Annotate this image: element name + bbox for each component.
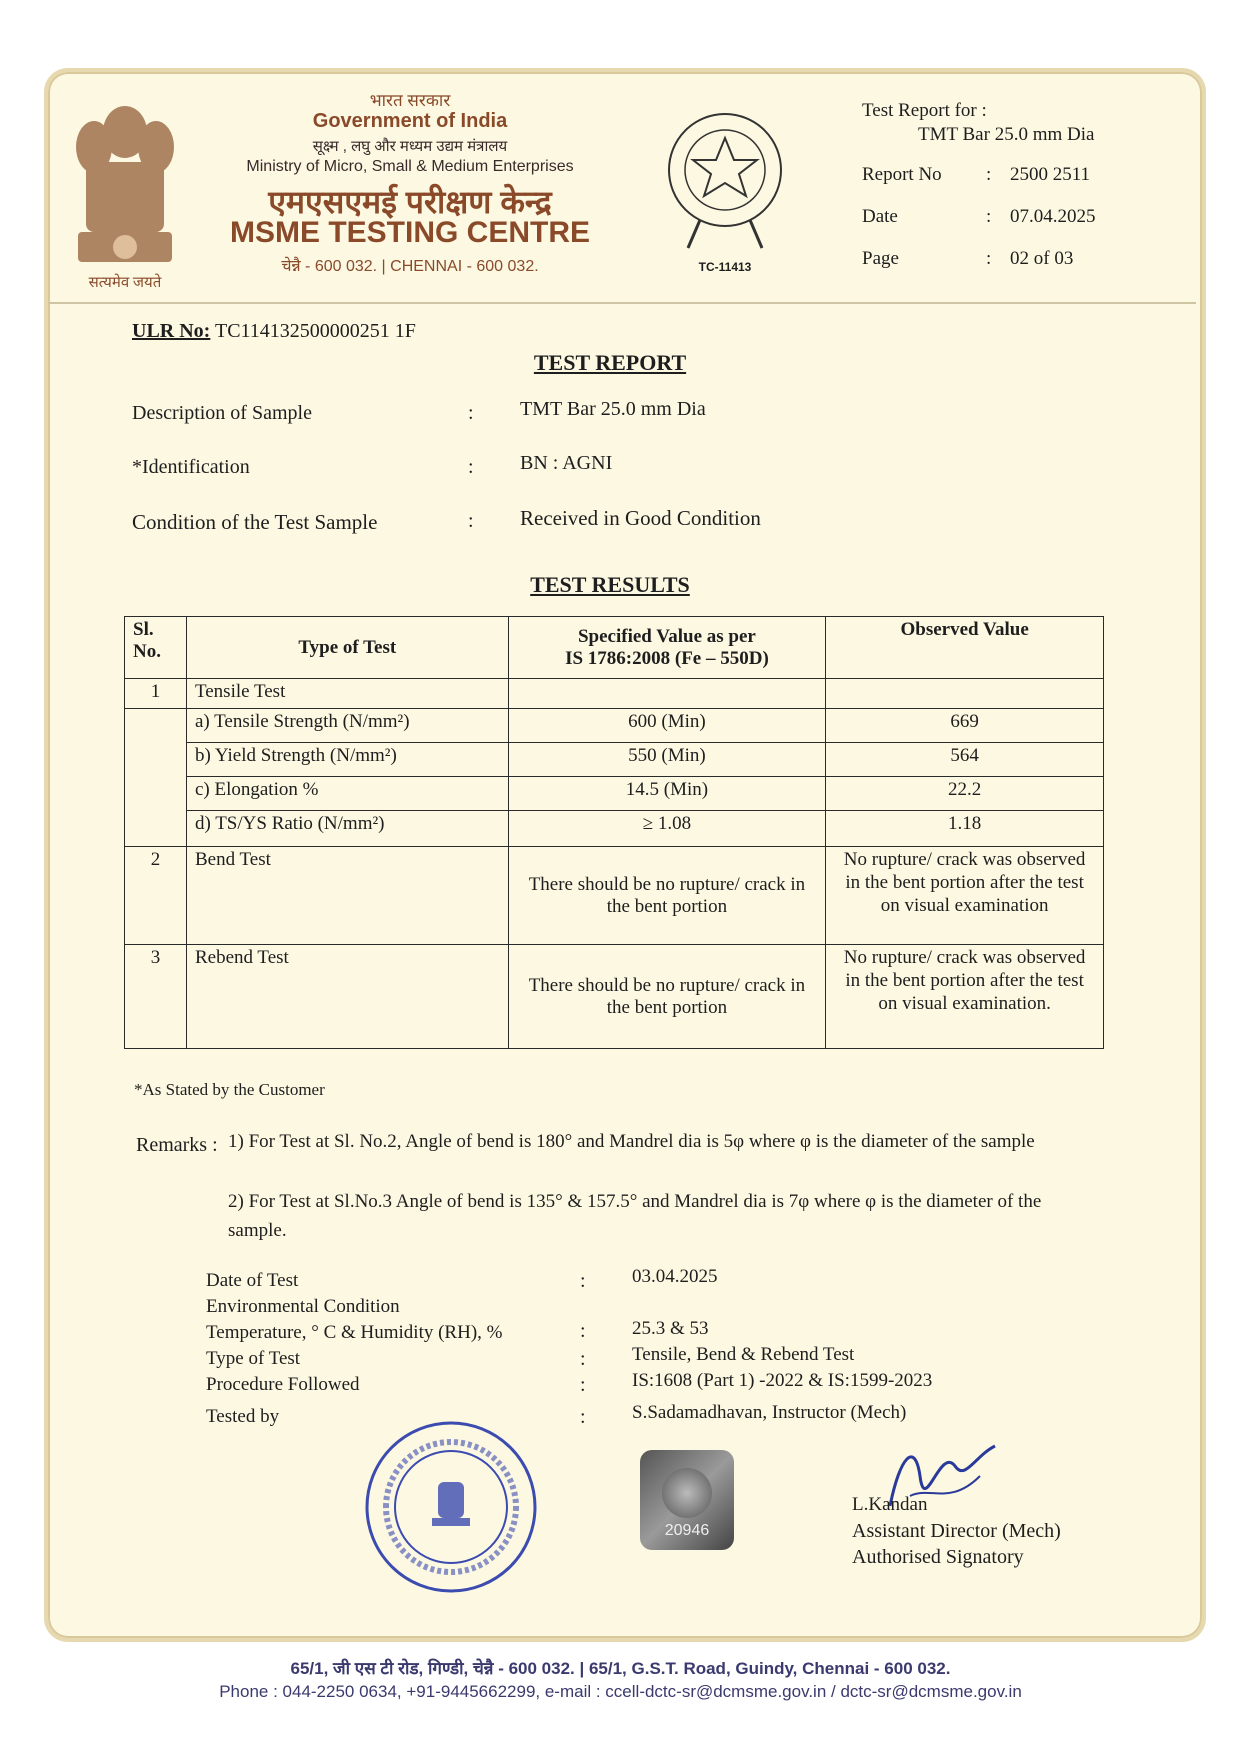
detail-date-value: 03.04.2025 xyxy=(632,1266,718,1287)
condition-label: Condition of the Test Sample xyxy=(132,510,378,534)
hologram-number: 20946 xyxy=(664,1522,710,1539)
remark-1: 1) For Test at Sl. No.2, Angle of bend is 180° and Mandrel dia is 5φ where φ is the diameter of the sample xyxy=(228,1131,1035,1152)
accreditation-logo-icon xyxy=(660,108,790,258)
detail-tested-by-value: S.Sadamadhavan, Instructor (Mech) xyxy=(632,1402,907,1423)
header-spec: Specified Value as per IS 1786:2008 (Fe – 550D) xyxy=(508,617,826,679)
table-row: 3 Rebend Test There should be no rupture/ crack in the bent portion No rupture/ crack was observed in the bent portion after the test on visual examination. xyxy=(125,945,1104,1049)
identification-value: BN : AGNI xyxy=(520,452,613,474)
remark-2: 2) For Test at Sl.No.3 Angle of bend is 135° & 157.5° and Mandrel dia is 7φ where φ is the diameter of the sample. xyxy=(228,1191,1042,1241)
hindi-ministry: सूक्ष्म , लघु और मध्यम उद्यम मंत्रालय xyxy=(312,138,508,155)
results-table xyxy=(124,616,1104,1049)
table-header-row xyxy=(125,617,1104,679)
header-sl: Sl. No. xyxy=(125,617,187,679)
detail-type-value: Tensile, Bend & Rebend Test xyxy=(632,1344,855,1365)
detail-procedure-value: IS:1608 (Part 1) -2022 & IS:1599-2023 xyxy=(632,1370,933,1391)
ulr-value: TC114132500000251 1F xyxy=(214,320,416,342)
centre-address: चेन्नै - 600 032. | CHENNAI - 600 032. xyxy=(281,258,539,275)
sample-desc-value: TMT Bar 25.0 mm Dia xyxy=(520,398,706,420)
table-row: 2 Bend Test There should be no rupture/ crack in the bent portion No rupture/ crack was observed in the bent portion after the test on visual examination xyxy=(125,847,1104,945)
detail-procedure-label: Procedure Followed xyxy=(206,1374,360,1395)
footer-address: 65/1, जी एस टी रोड, गिण्डी, चेन्नै - 600 032. | 65/1, G.S.T. Road, Guindy, Chennai - 600 032. xyxy=(290,1659,951,1678)
date-label: Date xyxy=(862,206,898,227)
page-value: 02 of 03 xyxy=(1010,248,1074,269)
test-results-title: TEST RESULTS xyxy=(530,572,690,597)
signatory-name: L.Kandan xyxy=(852,1494,928,1515)
detail-type-label: Type of Test xyxy=(206,1348,301,1369)
signatory-designation: Assistant Director (Mech) xyxy=(852,1520,1061,1542)
table-row: c) Elongation % 14.5 (Min) 22.2 xyxy=(125,777,1104,811)
table-row: b) Yield Strength (N/mm²) 550 (Min) 564 xyxy=(125,743,1104,777)
header-observed: Observed Value xyxy=(826,617,1104,679)
page-label: Page xyxy=(862,248,899,269)
remarks-label: Remarks : xyxy=(136,1134,218,1156)
date-value: 07.04.2025 xyxy=(1010,206,1096,227)
header-divider xyxy=(48,302,1196,304)
table-row: 1 Tensile Test xyxy=(125,679,1104,709)
footer-contact: Phone : 044-2250 0634, +91-9445662299, e-mail : ccell-dctc-sr@dcmsme.gov.in / dctc-sr@dcmsme.gov.in xyxy=(219,1682,1022,1701)
report-for-label: Test Report for : xyxy=(862,100,987,121)
report-for-value: TMT Bar 25.0 mm Dia xyxy=(918,124,1095,145)
condition-value: Received in Good Condition xyxy=(520,506,761,530)
govt-name: Government of India xyxy=(312,110,508,132)
report-no-label: Report No xyxy=(862,164,942,185)
hologram-sticker xyxy=(640,1450,734,1550)
table-row: a) Tensile Strength (N/mm²) 600 (Min) 669 xyxy=(125,709,1104,743)
centre-name: MSME TESTING CENTRE xyxy=(229,216,590,249)
accreditation-code: TC-11413 xyxy=(698,260,752,274)
report-no-value: 2500 2511 xyxy=(1010,164,1091,185)
identification-label: *Identification xyxy=(132,456,250,478)
hindi-centre: एमएसएमई परीक्षण केन्द्र xyxy=(268,184,552,220)
detail-date-label: Date of Test xyxy=(206,1270,299,1291)
hologram-emblem-icon xyxy=(662,1468,712,1518)
detail-temp-label: Temperature, ° C & Humidity (RH), % xyxy=(206,1322,503,1343)
customer-note: *As Stated by the Customer xyxy=(134,1080,325,1099)
detail-temp-value: 25.3 & 53 xyxy=(632,1318,709,1339)
emblem-motto: सत्यमेव जयते xyxy=(88,275,162,291)
official-seal-icon xyxy=(362,1418,540,1596)
hindi-govt: भारत सरकार xyxy=(369,91,451,110)
detail-tested-by-label: Tested by xyxy=(206,1406,280,1427)
national-emblem-icon xyxy=(66,92,184,292)
detail-env-label: Environmental Condition xyxy=(206,1296,400,1317)
sample-desc-label: Description of Sample xyxy=(132,402,312,424)
table-row: d) TS/YS Ratio (N/mm²) ≥ 1.08 1.18 xyxy=(125,811,1104,847)
signatory-role: Authorised Signatory xyxy=(852,1546,1024,1568)
header-type: Type of Test xyxy=(186,617,508,679)
test-report-title: TEST REPORT xyxy=(533,350,687,375)
ulr-label: ULR No: xyxy=(132,320,211,342)
ministry-name: Ministry of Micro, Small & Medium Enterprises xyxy=(246,158,574,175)
